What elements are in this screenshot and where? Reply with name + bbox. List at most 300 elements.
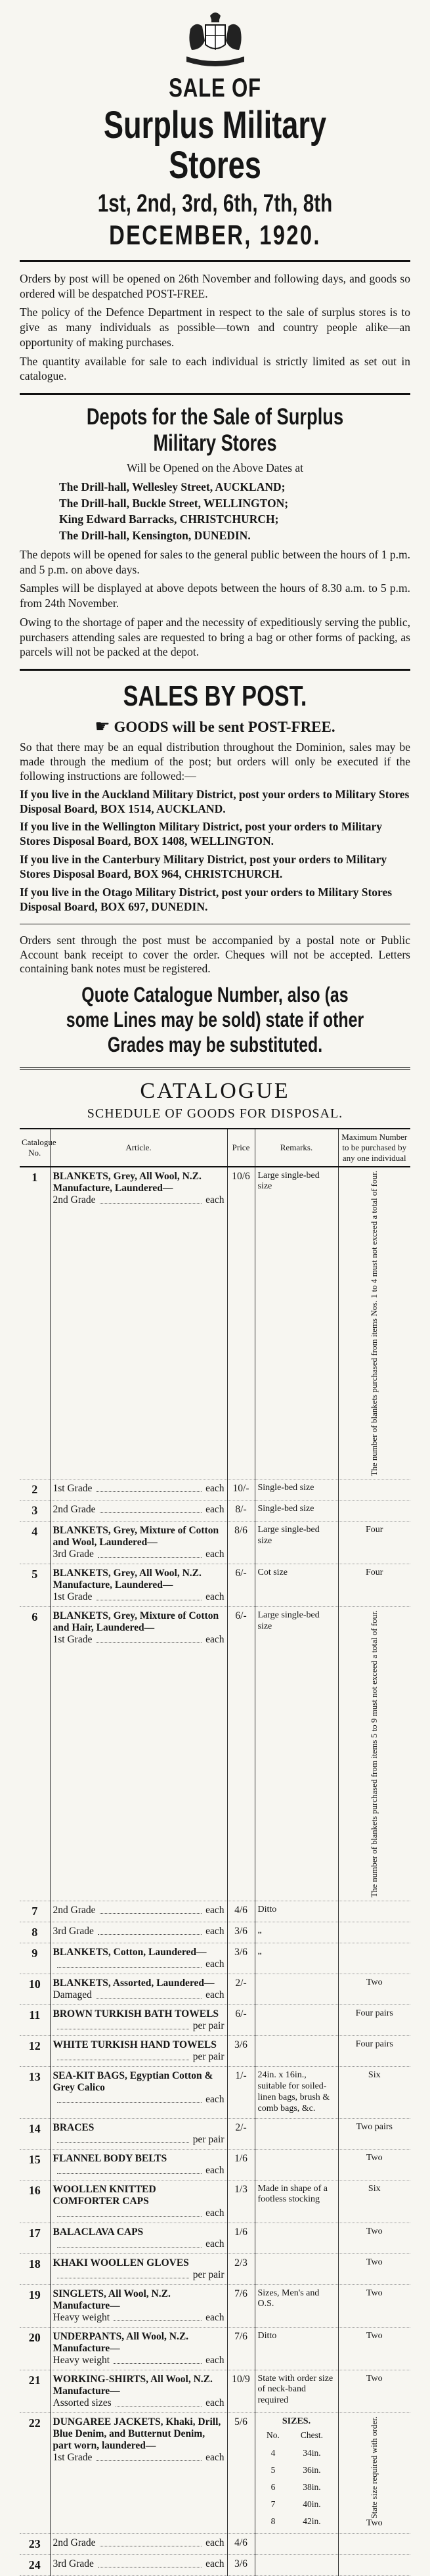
leader-dots — [57, 2269, 189, 2278]
table-row — [20, 1607, 410, 1901]
leader-dots — [96, 1591, 202, 1600]
leader-dots — [98, 1548, 202, 1558]
max-cell: Six — [338, 2067, 410, 2118]
catalogue-number: 12 — [20, 2036, 50, 2067]
max-cell: Four pairs — [338, 2005, 410, 2036]
size-required-note: State size required with order. — [368, 2416, 379, 2519]
remarks-cell: Large single-bed size — [255, 1522, 338, 1564]
max-cell: Two — [338, 2223, 410, 2253]
catalogue-number: 5 — [20, 1564, 50, 1607]
max-cell: Two — [338, 2149, 410, 2180]
leader-dots — [116, 2397, 202, 2407]
remarks-cell: Large single-bed size — [255, 1167, 338, 1480]
unit-label: each — [205, 2207, 225, 2219]
max-cell — [338, 1480, 410, 1501]
price-cell: 2/3 — [227, 2253, 255, 2284]
table-row — [20, 2534, 410, 2555]
catalogue-heading: CATALOGUE — [140, 1078, 290, 1103]
leader-dots — [96, 1483, 202, 1492]
sizes-cell: 42in. — [303, 2516, 321, 2527]
table-row — [20, 1522, 410, 1564]
article-name: WHITE TURKISH HAND TOWELS — [53, 2039, 217, 2051]
sizes-cell: 34in. — [303, 2447, 321, 2458]
catalogue-number: 7 — [20, 1901, 50, 1922]
article-grade — [53, 2020, 225, 2032]
article-grade — [53, 2094, 225, 2106]
divider — [20, 260, 410, 262]
col-no: Catalogue No. — [20, 1129, 50, 1167]
depots-hours: The depots will be opened for sales to the general public between the hours of 1 p.m. and 5 p.m. on above days. — [20, 547, 410, 576]
price-cell: 10/- — [227, 1480, 255, 1501]
unit-label: each — [205, 2537, 225, 2549]
table-header-row — [20, 1129, 410, 1167]
max-cell — [338, 1943, 410, 1974]
article-cell — [50, 2370, 227, 2412]
catalogue-number: 11 — [20, 2005, 50, 2036]
price-cell: 10/6 — [227, 1167, 255, 1480]
sizes-cell: 7 — [270, 2499, 276, 2510]
article-name: SINGLETS, All Wool, N.Z. Manufacture— — [53, 2288, 171, 2311]
sizes-table — [258, 2427, 335, 2530]
leader-dots — [96, 2452, 202, 2461]
table-row — [20, 2067, 410, 2118]
leader-dots — [114, 2355, 202, 2364]
price-cell: 10/9 — [227, 2370, 255, 2412]
article-grade — [53, 2051, 225, 2063]
table-row — [20, 1943, 410, 1974]
article-grade — [53, 2238, 225, 2250]
table-row — [20, 1501, 410, 1522]
max-cell: Two pairs — [338, 2118, 410, 2149]
sizes-cell: 6 — [270, 2481, 276, 2492]
max-cell — [338, 1922, 410, 1943]
grade-label: Heavy weight — [53, 2354, 110, 2366]
article-cell — [50, 1922, 227, 1943]
title-sale-of: SALE OF — [169, 74, 261, 102]
article-grade — [53, 1634, 225, 1646]
article-name: BLANKETS, Grey, All Wool, N.Z. Manufacture, Laundered— — [53, 1170, 202, 1194]
sizes-row — [258, 2462, 335, 2479]
unit-label: each — [205, 1548, 225, 1560]
district-auckland — [20, 788, 410, 817]
article-name: BROWN TURKISH BATH TOWELS — [53, 2008, 219, 2020]
leader-dots — [100, 2537, 202, 2546]
max-cell: Six — [338, 2180, 410, 2223]
max-value: Two — [366, 2518, 383, 2529]
remarks-cell — [255, 2555, 338, 2576]
grade-label: 2nd Grade — [53, 2537, 96, 2549]
unit-label: per pair — [192, 2133, 225, 2145]
catalogue-section — [20, 1079, 410, 2576]
table-row — [20, 1922, 410, 1943]
depot-address: The Drill-hall, Kensington, DUNEDIN. — [59, 529, 251, 543]
catalogue-number: 3 — [20, 1501, 50, 1522]
remarks-cell — [255, 2412, 338, 2534]
price-cell: 7/6 — [227, 2327, 255, 2370]
max-cell — [338, 1901, 410, 1922]
sizes-row — [258, 2479, 335, 2496]
leader-dots — [96, 1634, 202, 1643]
unit-label: per pair — [192, 2051, 225, 2063]
catalogue-number: 9 — [20, 1943, 50, 1974]
sizes-cell: 8 — [270, 2516, 276, 2527]
price-cell: 1/3 — [227, 2180, 255, 2223]
depot-address: The Drill-hall, Wellesley Street, AUCKLAND; — [59, 480, 286, 493]
price-cell: 3/6 — [227, 1922, 255, 1943]
sizes-cell: 36in. — [303, 2464, 321, 2475]
max-cell — [338, 2555, 410, 2576]
max-cell — [338, 2412, 410, 2534]
article-grade — [53, 2537, 225, 2549]
max-cell — [338, 2534, 410, 2555]
blankets-limit-note: The number of blankets purchased from items 5 to 9 must not exceed a total of four. — [368, 1610, 379, 1898]
price-cell: 2/- — [227, 1974, 255, 2005]
sizes-row — [258, 2513, 335, 2530]
district-text: If you live in the Wellington Military District, post your orders to Military Stores Disposal Board, BOX 1408, WELLINGTON. — [20, 820, 383, 848]
max-cell: Four pairs — [338, 2036, 410, 2067]
grade-label: 1st Grade — [53, 1591, 93, 1603]
grade-label: Assorted sizes — [53, 2397, 112, 2408]
article-cell — [50, 1607, 227, 1901]
article-cell — [50, 1974, 227, 2005]
notice-page — [0, 9, 430, 2572]
article-name: KHAKI WOOLLEN GLOVES — [53, 2257, 189, 2269]
article-cell — [50, 1501, 227, 1522]
article-cell — [50, 2149, 227, 2180]
max-cell — [338, 1501, 410, 1522]
article-grade — [53, 2312, 225, 2324]
remarks-cell: Single-bed size — [255, 1480, 338, 1501]
price-cell: 1/- — [227, 2067, 255, 2118]
article-grade — [53, 1194, 225, 1206]
article-grade — [53, 1905, 225, 1916]
district-text: If you live in the Otago Military District, post your orders to Military Stores Disposal Board, BOX 697, DUNEDIN. — [20, 885, 393, 913]
article-grade — [53, 2397, 225, 2409]
price-cell: 1/6 — [227, 2223, 255, 2253]
article-cell — [50, 1943, 227, 1974]
sizes-title: SIZES. — [282, 2416, 311, 2426]
unit-label: each — [205, 2558, 225, 2570]
remarks-cell: Sizes, Men's and O.S. — [255, 2284, 338, 2327]
leader-dots — [98, 2558, 202, 2567]
unit-label: each — [205, 2311, 225, 2323]
leader-dots — [100, 1905, 202, 1914]
max-cell: Two — [338, 2327, 410, 2370]
district-wellington — [20, 820, 410, 849]
article-name: DUNGAREE JACKETS, Khaki, Drill, Blue Denim, and Butternut Denim, part worn, laundered— — [53, 2416, 221, 2451]
grade-label: Damaged — [53, 1989, 92, 2001]
catalogue-number: 2 — [20, 1480, 50, 1501]
catalogue-number: 24 — [20, 2555, 50, 2576]
article-cell — [50, 2284, 227, 2327]
catalogue-number: 18 — [20, 2253, 50, 2284]
intro-quantity: The quantity available for sale to each individual is strictly limited as set out in catalogue. — [20, 354, 410, 383]
article-cell — [50, 2327, 227, 2370]
schedule-heading: SCHEDULE OF GOODS FOR DISPOSAL. — [87, 1106, 343, 1121]
article-grade — [53, 1591, 225, 1603]
remarks-cell: Single-bed size — [255, 1501, 338, 1522]
catalogue-number: 10 — [20, 1974, 50, 2005]
district-canterbury — [20, 853, 410, 882]
sales-by-post-heading: SALES BY POST. — [123, 680, 307, 713]
grade-label: 2nd Grade — [53, 1504, 96, 1516]
post-intro: So that there may be an equal distribution throughout the Dominion, sales may be made through the medium of the post; but orders will only be executed if the following instructions are followed:— — [20, 740, 410, 782]
leader-dots — [100, 1504, 202, 1513]
leader-dots — [57, 2238, 202, 2248]
depot-address: The Drill-hall, Buckle Street, WELLINGTON; — [59, 496, 289, 510]
max-cell: Two — [338, 2370, 410, 2412]
title-surplus-military-stores: Surplus Military Stores — [103, 104, 327, 187]
price-cell: 6/- — [227, 1564, 255, 1607]
price-cell: 8/6 — [227, 1522, 255, 1564]
article-cell — [50, 2067, 227, 2118]
grade-label: 1st Grade — [53, 1483, 93, 1495]
remarks-cell: State with order size of neck-band required — [255, 2370, 338, 2412]
table-row — [20, 1974, 410, 2005]
article-cell — [50, 2036, 227, 2067]
article-grade — [53, 2134, 225, 2146]
table-row — [20, 2370, 410, 2412]
sizes-cell: 5 — [270, 2464, 276, 2475]
grade-label: 3rd Grade — [53, 1926, 94, 1937]
catalogue-number: 6 — [20, 1607, 50, 1901]
intro-orders: Orders by post will be opened on 26th November and following days, and goods so ordered will be despatched POST-FREE. — [20, 271, 410, 300]
remarks-cell — [255, 2118, 338, 2149]
unit-label: each — [205, 1989, 225, 2001]
article-grade — [53, 1483, 225, 1495]
table-row — [20, 1480, 410, 1501]
depots-heading: Depots for the Sale of Surplus Military Stores — [86, 404, 344, 457]
remarks-cell — [255, 2253, 338, 2284]
table-row — [20, 2223, 410, 2253]
price-cell: 3/6 — [227, 1943, 255, 1974]
unit-label: each — [205, 2238, 225, 2249]
article-grade — [53, 2165, 225, 2177]
intro-policy: The policy of the Defence Department in respect to the sale of surplus stores is to give as many individuals as possible—town and country people alike—an opportunity of making purchases. — [20, 305, 410, 349]
unit-label: each — [205, 1591, 225, 1603]
article-grade — [53, 2207, 225, 2219]
table-row — [20, 2036, 410, 2067]
max-cell: Two — [338, 2253, 410, 2284]
district-text: If you live in the Canterbury Military District, post your orders to Military Stores Disposal Board, BOX 964, CHRISTCHURCH. — [20, 853, 387, 881]
leader-dots — [98, 1926, 202, 1935]
pointing-hand-icon: ☛ — [95, 717, 110, 736]
leader-dots — [114, 2312, 202, 2321]
unit-label: each — [205, 1926, 225, 1937]
district-text: If you live in the Auckland Military District, post your orders to Military Stores Disposal Board, BOX 1514, AUCKLAND. — [20, 787, 410, 815]
catalogue-number: 16 — [20, 2180, 50, 2223]
sale-month: DECEMBER, 1920. — [109, 219, 321, 250]
catalogue-number: 14 — [20, 2118, 50, 2149]
post-free-line — [20, 717, 410, 736]
catalogue-number: 23 — [20, 2534, 50, 2555]
price-cell: 8/- — [227, 1501, 255, 1522]
unit-label: each — [205, 1905, 225, 1916]
unit-label: each — [205, 2354, 225, 2366]
article-cell — [50, 1167, 227, 1480]
table-row — [20, 2412, 410, 2534]
article-name: BLANKETS, Grey, Mixture of Cotton and Wool, Laundered— — [53, 1525, 219, 1548]
article-name: SEA-KIT BAGS, Egyptian Cotton & Grey Calico — [53, 2070, 213, 2094]
unit-label: each — [205, 2164, 225, 2176]
remarks-cell: „ — [255, 1943, 338, 1974]
remarks-cell — [255, 1974, 338, 2005]
col-article: Article. — [50, 1129, 227, 1167]
article-name: WORKING-SHIRTS, All Wool, N.Z. Manufacture— — [53, 2373, 213, 2397]
price-cell: 3/6 — [227, 2036, 255, 2067]
district-otago — [20, 886, 410, 915]
remarks-cell — [255, 2036, 338, 2067]
catalogue-body — [20, 1167, 410, 2576]
remarks-cell — [255, 2149, 338, 2180]
article-cell — [50, 1564, 227, 1607]
unit-label: each — [205, 1483, 225, 1495]
remarks-cell — [255, 2223, 338, 2253]
divider — [20, 393, 410, 395]
remarks-cell: Cot size — [255, 1564, 338, 1607]
table-row — [20, 1167, 410, 1480]
unit-label: each — [205, 2397, 225, 2408]
col-max: Maximum Number to be purchased by any one individual — [338, 1129, 410, 1167]
leader-dots — [57, 2134, 189, 2143]
article-grade — [53, 1548, 225, 1560]
remarks-cell: Made in shape of a footless stocking — [255, 2180, 338, 2223]
article-cell — [50, 2223, 227, 2253]
max-cell: Two — [338, 2284, 410, 2327]
article-cell — [50, 2180, 227, 2223]
leader-dots — [57, 2020, 189, 2029]
price-cell: 4/6 — [227, 2534, 255, 2555]
remarks-cell: Ditto — [255, 1901, 338, 1922]
article-name: WOOLLEN KNITTED COMFORTER CAPS — [53, 2183, 156, 2207]
leader-dots — [100, 1194, 202, 1204]
grade-label: 1st Grade — [53, 1634, 93, 1646]
max-cell: Two — [338, 1974, 410, 2005]
depot-address: King Edward Barracks, CHRISTCHURCH; — [59, 512, 279, 526]
article-name: BLANKETS, Cotton, Laundered— — [53, 1947, 207, 1958]
blankets-limit-note: The number of blankets purchased from items Nos. 1 to 4 must not exceed a total of four. — [368, 1170, 379, 1476]
article-grade — [53, 1958, 225, 1970]
unit-label: each — [205, 1958, 225, 1970]
sizes-row — [258, 2445, 335, 2462]
table-row — [20, 2253, 410, 2284]
catalogue-number: 19 — [20, 2284, 50, 2327]
grade-label: 1st Grade — [53, 2451, 93, 2463]
price-cell: 5/6 — [227, 2412, 255, 2534]
payment-note: Orders sent through the post must be accompanied by a postal note or Public Account bank receipt to cover the order. Cheques will not be accepted. Letters containing bank notes must be registered. — [20, 933, 410, 976]
sales-by-post-section — [20, 680, 410, 1058]
table-row — [20, 1901, 410, 1922]
remarks-cell — [255, 2005, 338, 2036]
remarks-cell: Large single-bed size — [255, 1607, 338, 1901]
leader-dots — [57, 2207, 202, 2217]
grade-label: 2nd Grade — [53, 1194, 96, 1206]
article-cell — [50, 2555, 227, 2576]
catalogue-number: 20 — [20, 2327, 50, 2370]
grade-label: Heavy weight — [53, 2311, 110, 2323]
article-cell — [50, 2005, 227, 2036]
price-cell: 4/6 — [227, 1901, 255, 1922]
article-name: FLANNEL BODY BELTS — [53, 2152, 167, 2164]
unit-label: each — [205, 1194, 225, 1206]
article-grade — [53, 1926, 225, 1937]
sizes-row — [258, 2496, 335, 2513]
table-row — [20, 2118, 410, 2149]
article-cell — [50, 2118, 227, 2149]
catalogue-number: 13 — [20, 2067, 50, 2118]
catalogue-number: 1 — [20, 1167, 50, 1480]
price-cell: 6/- — [227, 1607, 255, 1901]
grade-label: 3rd Grade — [53, 2558, 94, 2570]
table-row — [20, 2005, 410, 2036]
price-cell: 1/6 — [227, 2149, 255, 2180]
sizes-cell: 38in. — [303, 2481, 321, 2492]
sizes-cell: 40in. — [303, 2499, 321, 2510]
article-cell — [50, 2412, 227, 2534]
divider — [20, 1067, 410, 1070]
intro-section — [20, 271, 410, 384]
post-free-text: GOODS will be sent POST-FREE. — [114, 719, 335, 736]
unit-label: each — [205, 1634, 225, 1646]
sizes-cell: 4 — [270, 2447, 276, 2458]
catalogue-table — [20, 1128, 410, 2576]
article-cell — [50, 2253, 227, 2284]
leader-dots — [57, 1958, 202, 1968]
divider — [20, 669, 410, 671]
col-price: Price — [227, 1129, 255, 1167]
table-row — [20, 2327, 410, 2370]
catalogue-number: 17 — [20, 2223, 50, 2253]
max-cell: Four — [338, 1522, 410, 1564]
catalogue-number: 21 — [20, 2370, 50, 2412]
article-cell — [50, 1480, 227, 1501]
article-cell — [50, 2534, 227, 2555]
grade-label: 2nd Grade — [53, 1905, 96, 1916]
price-cell: 3/6 — [227, 2555, 255, 2576]
depots-section — [20, 404, 410, 660]
article-name: BLANKETS, Grey, Mixture of Cotton and Hair, Laundered— — [53, 1610, 219, 1634]
sizes-header — [258, 2427, 335, 2444]
leader-dots — [96, 1989, 202, 1999]
catalogue-number: 22 — [20, 2412, 50, 2534]
price-cell: 2/- — [227, 2118, 255, 2149]
price-cell: 6/- — [227, 2005, 255, 2036]
remarks-cell: „ — [255, 1922, 338, 1943]
article-name: BALACLAVA CAPS — [53, 2226, 144, 2238]
grade-label: 3rd Grade — [53, 1548, 94, 1560]
depots-samples: Samples will be displayed at above depots between the hours of 8.30 a.m. to 5 p.m. from 24th November. — [20, 581, 410, 610]
article-name: UNDERPANTS, All Wool, N.Z. Manufacture— — [53, 2330, 189, 2354]
price-cell: 7/6 — [227, 2284, 255, 2327]
sizes-header-cell: No. — [267, 2430, 280, 2441]
depots-packing: Owing to the shortage of paper and the necessity of expeditiously serving the public, purchasers attending sales are requested to bring a bag or other forms of packing, as parcels will not be packed at the depot. — [20, 615, 410, 659]
max-cell: Four — [338, 1564, 410, 1607]
sizes-header-cell: Chest. — [300, 2430, 324, 2441]
leader-dots — [57, 2165, 202, 2174]
article-cell — [50, 1901, 227, 1922]
royal-coat-of-arms-icon — [176, 9, 255, 70]
article-name: BLANKETS, Grey, All Wool, N.Z. Manufacture, Laundered— — [53, 1568, 202, 1591]
article-cell — [50, 1522, 227, 1564]
unit-label: each — [205, 1504, 225, 1516]
table-row — [20, 1564, 410, 1607]
article-name: BRACES — [53, 2121, 95, 2133]
article-grade — [53, 2355, 225, 2366]
catalogue-number: 4 — [20, 1522, 50, 1564]
article-grade — [53, 1989, 225, 2001]
remarks-cell — [255, 2534, 338, 2555]
leader-dots — [57, 2051, 189, 2060]
